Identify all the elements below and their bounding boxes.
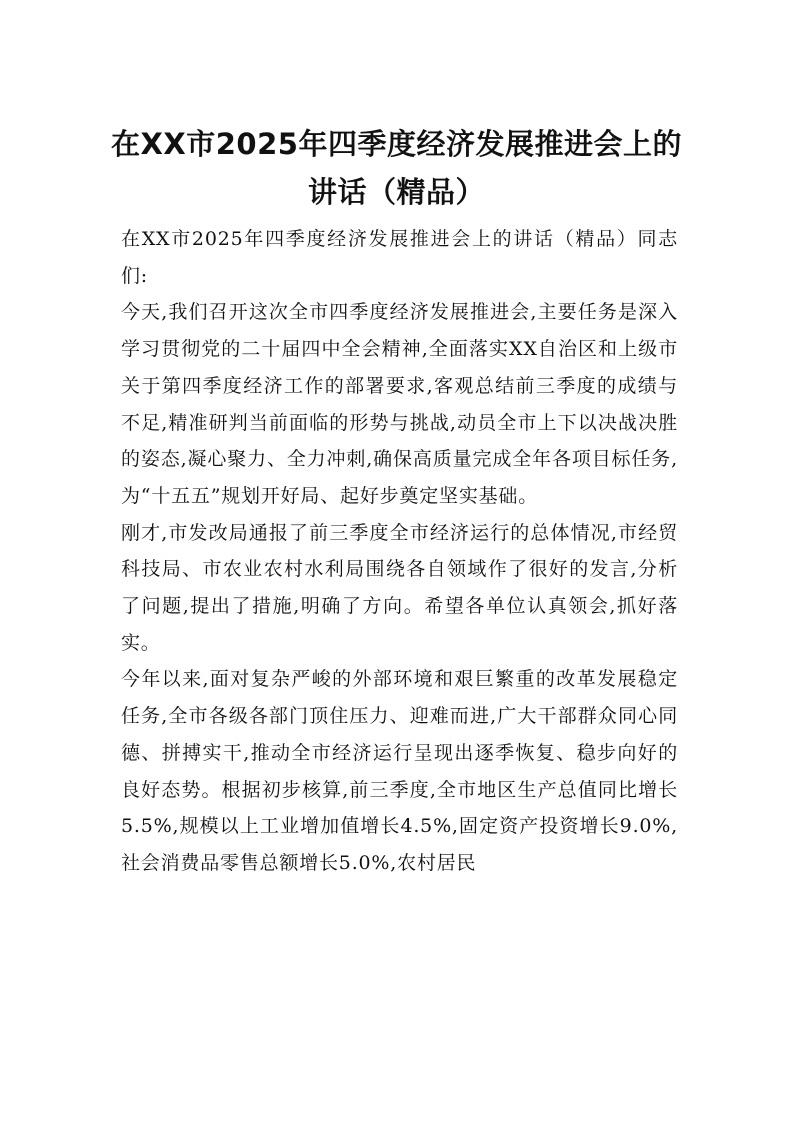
paragraph-intro: 在XX市2025年四季度经济发展推进会上的讲话（精品）同志们:	[121, 228, 678, 287]
title-line-2: 讲话（精品）	[307, 175, 485, 209]
document-title	[100, 120, 693, 216]
document-body	[121, 221, 678, 882]
paragraph-reports: 刚才,市发改局通报了前三季度全市经济运行的总体情况,市经贸科技局、市农业农村水利局围绕各自领域作了很好的发言,分析了问题,提出了措施,明确了方向。希望各单位认真领会,抓好落实。	[121, 521, 678, 654]
paragraph-performance: 今年以来,面对复杂严峻的外部环境和艰巨繁重的改革发展稳定任务,全市各级各部门顶住压力、迎难而进,广大干部群众同心同德、拼搏实干,推动全市经济运行呈现出逐季恢复、稳步向好的良好态势。根据初步核算,前三季度,全市地区生产总值同比增长5.5%,规模以上工业增加值增长4.5%,固定资产投资增长9.0%,社会消费品零售总额增长5.0%,农村居民	[121, 668, 678, 874]
title-line-1: 在XX市2025年四季度经济发展推进会上的	[111, 127, 682, 161]
paragraph-opening: 今天,我们召开这次全市四季度经济发展推进会,主要任务是深入学习贯彻党的二十届四中全会精神,全面落实XX自治区和上级市关于第四季度经济工作的部署要求,客观总结前三季度的成绩与不足,精准研判当前面临的形势与挑战,动员全市上下以决战决胜的姿态,凝心聚力、全力冲刺,确保高质量完成全年各项目标任务,为“十五五”规划开好局、起好步奠定坚实基础。	[121, 301, 678, 507]
